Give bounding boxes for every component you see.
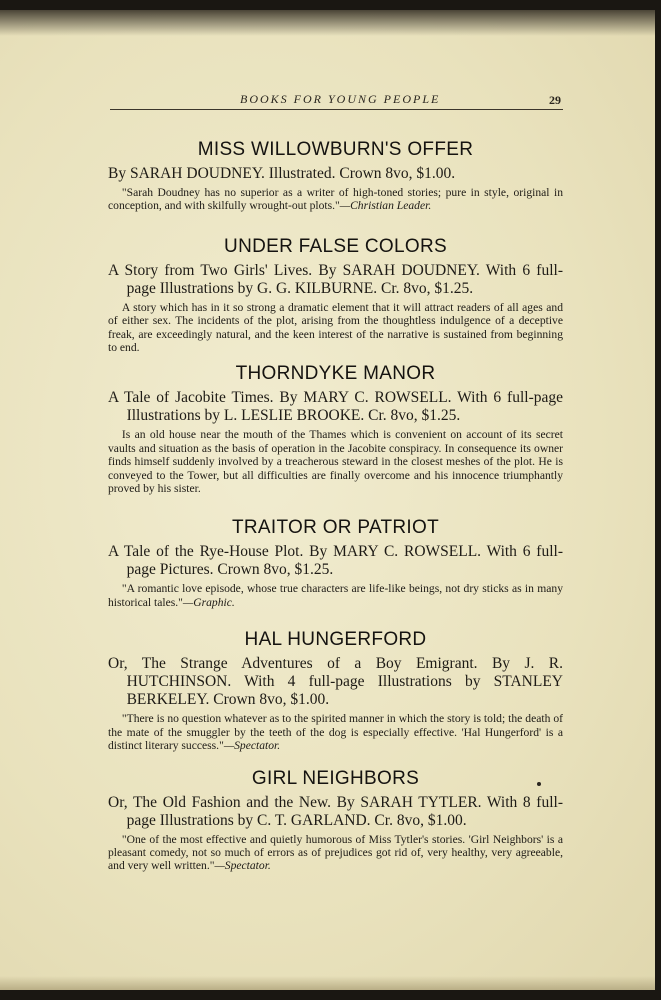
review-source: —Spectator.: [214, 859, 271, 873]
book-entry: [108, 235, 563, 355]
book-review: [108, 186, 563, 213]
book-title: TRAITOR OR PATRIOT: [231, 517, 439, 539]
page-bottom-edge: [0, 976, 655, 990]
page-top-shadow: [0, 10, 655, 36]
page-header: [0, 92, 655, 112]
book-review: [108, 582, 563, 609]
review-text: "Sarah Doudney has no superior as a writer of high-toned stories; pure in style, original in conception, and with skilfully wrought-out plots.": [108, 186, 563, 213]
running-head: BOOKS FOR YOUNG PEOPLE: [240, 92, 441, 106]
book-byline: Or, The Strange Adventures of a Boy Emigrant. By J. R. HUTCHINSON. With 4 full-page Illustrations by STANLEY BERKELEY. Crown 8vo, $1.00.: [108, 655, 563, 709]
book-byline: A Tale of Jacobite Times. By MARY C. ROWSELL. With 6 full-page Illustrations by L. LESLIE BROOKE. Cr. 8vo, $1.25.: [108, 389, 563, 425]
review-source: —Spectator.: [223, 739, 281, 753]
book-title: THORNDYKE MANOR: [235, 363, 436, 385]
book-title: GIRL NEIGHBORS: [251, 767, 420, 789]
book-review: [108, 301, 563, 355]
page-number: 29: [549, 93, 561, 107]
review-text: Is an old house near the mouth of the Thames which is convenient on account of its secret vaults and situation as the basis of operation in the Jacobite conspiracy. In consequence its owner finds himself suddenly involved by a treacherous steward in the closest meshes of the plot. He is conveyed to the Tower, but all difficulties are finally overcome and his innocence triumphantly proved by his sister.: [108, 428, 563, 496]
book-entry: [108, 362, 563, 495]
book-entry: [108, 628, 563, 752]
book-list: [108, 138, 563, 873]
book-title: MISS WILLOWBURN'S OFFER: [197, 139, 474, 160]
header-rule: [110, 109, 563, 110]
book-review: [108, 833, 563, 873]
book-entry: [108, 516, 563, 609]
review-text: A story which has in it so strong a dramatic element that it will attract readers of all ages and of either sex. The incidents of the plot, arising from the thoughtless indulgence of a deceptive freak, are exceedingly natural, and the keen interest of the narrative is sustained from beginning to end.: [108, 300, 563, 355]
book-title: UNDER FALSE COLORS: [224, 235, 447, 257]
review-text: "There is no question whatever as to the spirited manner in which the story is told; the death of the mate of the smuggler by the teeth of the dog is especially effective. 'Hal Hungerford' is a distinct literary success.": [108, 712, 563, 753]
book-page: [0, 10, 655, 990]
ink-speck: [537, 782, 541, 786]
book-byline: Or, The Old Fashion and the New. By SARAH TYTLER. With 8 full-page Illustrations by C. T. GARLAND. Cr. 8vo, $1.00.: [108, 793, 563, 829]
review-source: —Christian Leader.: [339, 199, 432, 213]
review-text: "A romantic love episode, whose true characters are life-like beings, not dry sticks as in many historical tales.": [108, 582, 563, 609]
book-byline: By SARAH DOUDNEY. Illustrated. Crown 8vo, $1.00.: [108, 165, 456, 182]
review-text: "One of the most effective and quietly humorous of Miss Tytler's stories. 'Girl Neighbors' is a pleasant comedy, not so much of errors as of prejudices got rid of, very healthy, very agreeable, and very well written.": [108, 832, 563, 873]
book-title: HAL HUNGERFORD: [244, 629, 427, 651]
book-review: [108, 428, 563, 495]
book-byline: A Story from Two Girls' Lives. By SARAH DOUDNEY. With 6 full-page Illustrations by G. G. KILBURNE. Cr. 8vo, $1.25.: [108, 261, 563, 297]
review-source: —Graphic.: [182, 595, 235, 609]
book-entry: [108, 138, 563, 213]
book-entry: [108, 767, 563, 873]
book-review: [108, 712, 563, 752]
book-byline: A Tale of the Rye-House Plot. By MARY C. ROWSELL. With 6 full-page Pictures. Crown 8vo, $1.25.: [108, 543, 563, 579]
